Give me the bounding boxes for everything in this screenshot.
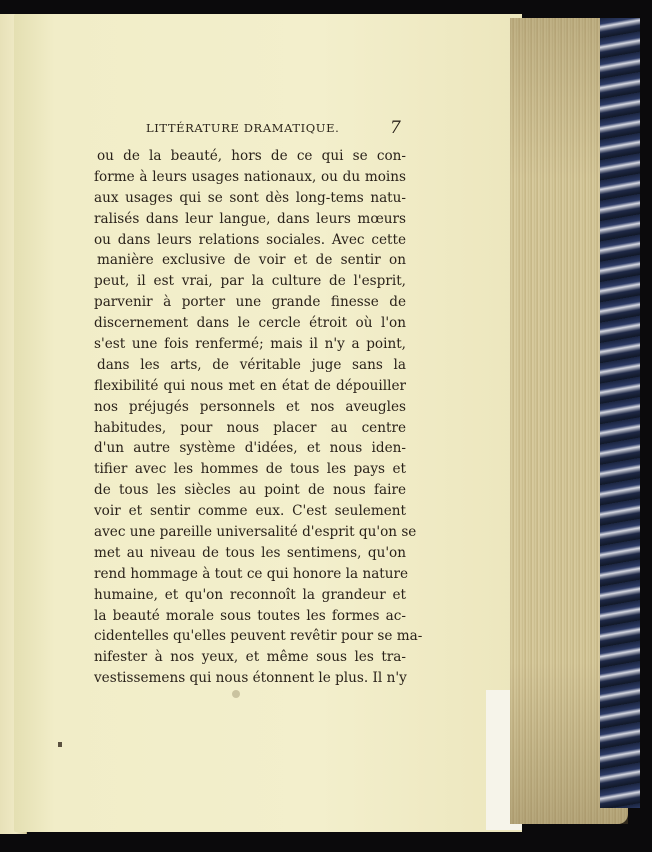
text-line: parvenir à porter une grande finesse de xyxy=(94,294,406,311)
text-line: ou dans leurs relations sociales. Avec cette xyxy=(94,231,406,248)
text-line: manière exclusive de voir et de sentir on xyxy=(97,252,406,269)
text-line: peut, il est vrai, par la culture de l'esprit, xyxy=(94,273,406,290)
text-line: flexibilité qui nous met en état de dépouiller xyxy=(94,377,406,394)
ink-smudge xyxy=(232,690,240,698)
text-line: discernement dans le cercle étroit où l'on xyxy=(94,315,406,332)
marbled-binding xyxy=(600,18,640,808)
text-line: avec une pareille universalité d'esprit qu'on se xyxy=(94,524,417,541)
text-line: de tous les siècles au point de nous faire xyxy=(94,482,406,499)
text-line: rend hommage à tout ce qui honore la nature xyxy=(94,565,409,582)
text-line: d'un autre système d'idées, et nous iden- xyxy=(94,440,406,457)
running-header: LITTÉRATURE DRAMATIQUE. xyxy=(146,121,340,135)
text-line: la beauté morale sous toutes les formes ac- xyxy=(94,607,406,624)
text-line: humaine, et qu'on reconnoît la grandeur et xyxy=(94,586,406,603)
text-line: forme à leurs usages nationaux, ou du moins xyxy=(94,168,406,185)
text-line: dans les arts, de véritable juge sans la xyxy=(97,356,406,373)
text-line: nifester à nos yeux, et même sous les tra- xyxy=(94,649,406,666)
text-line: ou de la beauté, hors de ce qui se con- xyxy=(97,148,406,164)
text-line: s'est une fois renfermé; mais il n'y a point, xyxy=(94,336,406,353)
text-line: cidentelles qu'elles peuvent revêtir pour se ma- xyxy=(94,628,423,645)
text-line: tifier avec les hommes de tous les pays et xyxy=(94,461,406,478)
text-line: voir et sentir comme eux. C'est seulement xyxy=(94,503,406,520)
ink-mark xyxy=(58,742,62,747)
text-line: ralisés dans leur langue, dans leurs mœurs xyxy=(94,210,406,227)
page-body-text xyxy=(94,146,423,689)
text-line: aux usages qui se sont dès long-tems natu- xyxy=(94,189,406,206)
text-line: nos préjugés personnels et nos aveugles xyxy=(94,398,406,415)
page-number: 7 xyxy=(390,118,401,138)
text-line: vestissemens qui nous étonnent le plus. Il n'y xyxy=(94,670,407,687)
text-line: habitudes, pour nous placer au centre xyxy=(94,419,406,436)
text-line: met au niveau de tous les sentimens, qu'on xyxy=(94,544,406,561)
